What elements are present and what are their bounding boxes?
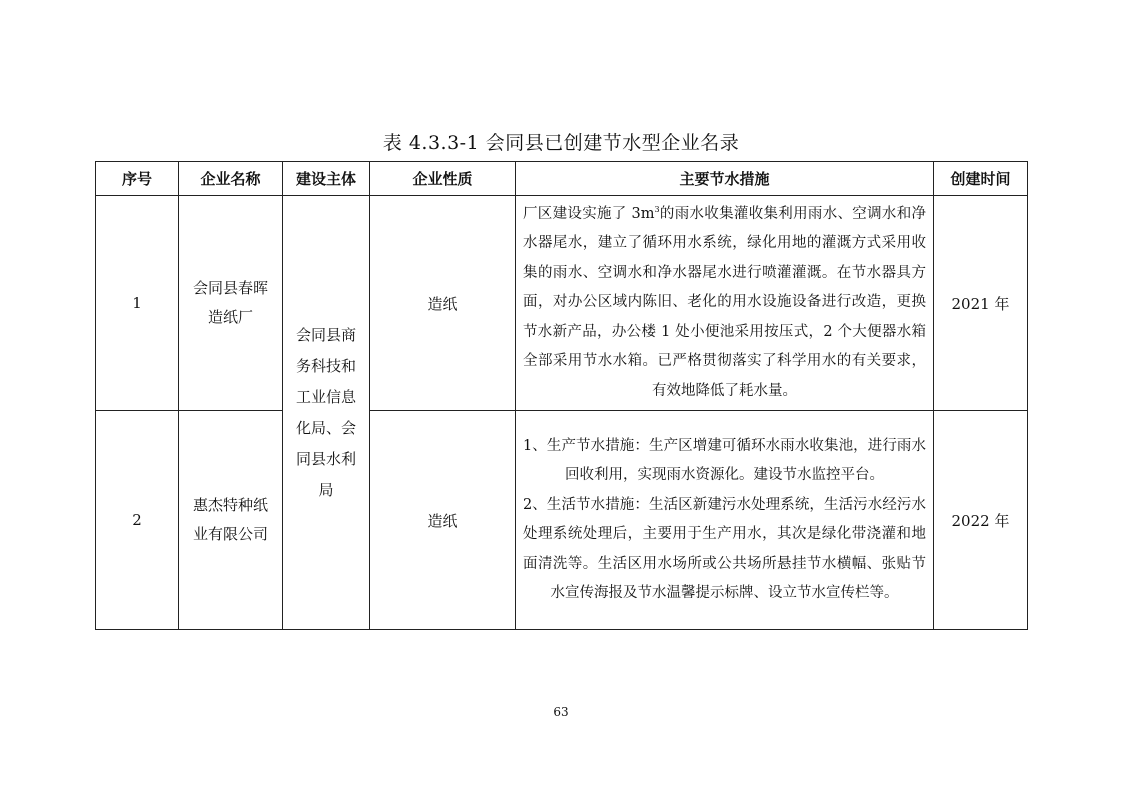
row-name (179, 196, 283, 411)
row-name-text: 会同县春晖造纸厂 (192, 279, 268, 326)
measures-paragraph: 1、生产节水措施：生产区增建可循环水雨水收集池，进行雨水回收利用，实现雨水资源化。建设节水监控平台。 (523, 437, 926, 483)
header-measures: 主要节水措施 (516, 162, 934, 196)
row-entity-text: 会同县商务科技和工业信息化局、会同县水利局 (295, 325, 356, 499)
row-nature: 造纸 (370, 411, 516, 630)
row-measures-text (516, 432, 933, 609)
header-name: 企业名称 (179, 162, 283, 196)
row-entity (283, 196, 370, 630)
row-name (179, 411, 283, 630)
measures-superscript: 3 (654, 204, 660, 214)
row-time: 2022 年 (934, 411, 1028, 630)
measures-part: 厂区建设实施了 3m (523, 205, 655, 222)
row-seq: 2 (96, 411, 179, 630)
row-measures-text (516, 200, 933, 407)
row-nature: 造纸 (370, 196, 516, 411)
page-number: 63 (553, 705, 569, 719)
header-time: 创建时间 (934, 162, 1028, 196)
header-seq: 序号 (96, 162, 179, 196)
row-name-text: 惠杰特种纸业有限公司 (192, 496, 268, 543)
row-time: 2021 年 (934, 196, 1028, 411)
measures-paragraph: 2、生活节水措施：生活区新建污水处理系统，生活污水经污水处理系统处理后，主要用于生产用水，其次是绿化带浇灌和地面清洗等。生活区用水场所或公共场所悬挂节水横幅、张贴节水宣传海报及节水温馨提示标牌、设立节水宣传栏等。 (523, 496, 926, 601)
table-row (96, 196, 1028, 411)
row-seq: 1 (96, 196, 179, 411)
row-measures (516, 196, 934, 411)
header-entity: 建设主体 (283, 162, 370, 196)
enterprise-table (95, 161, 1028, 630)
table-header-row (96, 162, 1028, 196)
table-title: 表 4.3.3-1 会同县已创建节水型企业名录 (382, 132, 740, 154)
row-measures (516, 411, 934, 630)
table-row (96, 411, 1028, 630)
header-nature: 企业性质 (370, 162, 516, 196)
measures-part: 的雨水收集灌收集利用雨水、空调水和净水器尾水，建立了循环用水系统，绿化用地的灌溉方式采用收集的雨水、空调水和净水器尾水进行喷灌灌溉。在节水器具方面，对办公区域内陈旧、老化的用水设施设备进行改造，更换节水新产品，办公楼 1 处小便池采用按压式，2 个大便器水箱全部采用节水水箱。已严格贯彻落实了科学用水的有关要求，有效地降低了耗水量。 (523, 205, 927, 399)
